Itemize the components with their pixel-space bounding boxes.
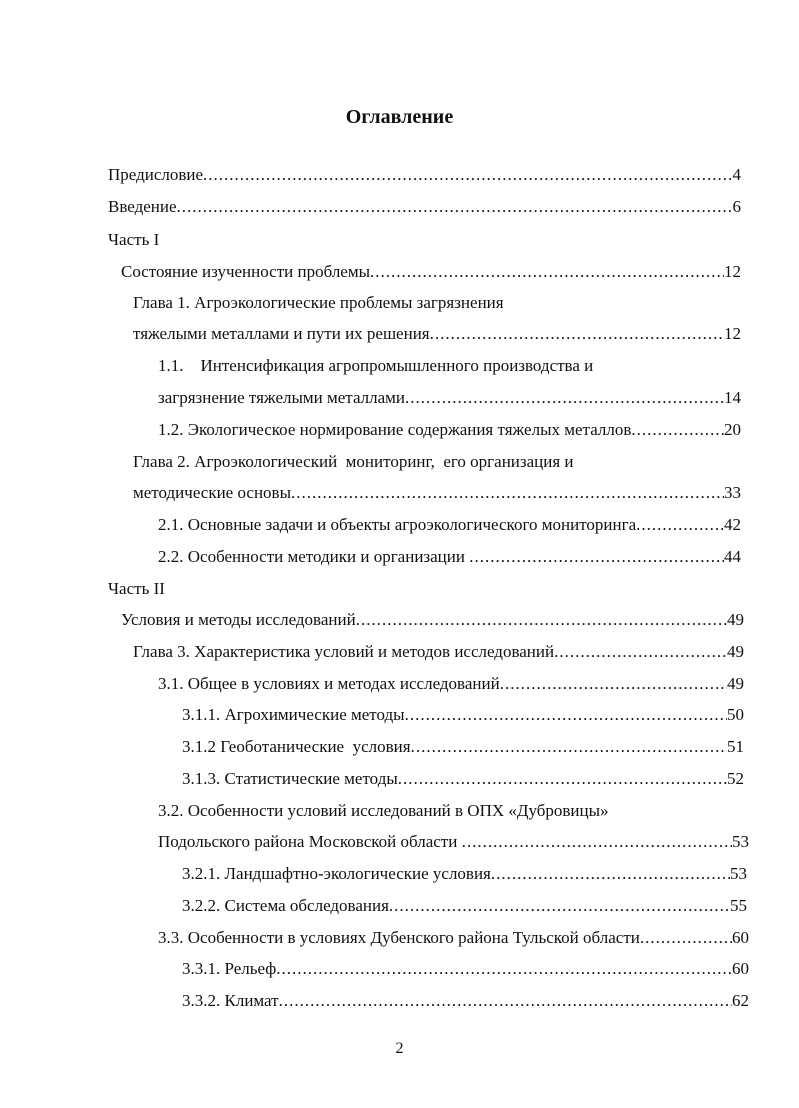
toc-entry	[133, 322, 741, 346]
toc-page-number: 4	[732, 165, 741, 184]
toc-entry-title: 1.2. Экологическое нормирование содержания тяжелых металлов	[158, 420, 632, 439]
toc-entry	[121, 260, 741, 284]
toc-entry	[182, 894, 747, 918]
toc-leader	[640, 926, 732, 950]
toc-entry-title: Введение	[108, 197, 177, 216]
toc-leader	[469, 545, 724, 569]
toc-page-number: 12	[724, 262, 741, 281]
toc-entry	[158, 418, 741, 442]
toc-entry	[158, 672, 744, 696]
toc-entry	[158, 799, 609, 823]
toc-leader	[631, 418, 724, 442]
toc-entry-title: 3.2. Особенности условий исследований в ОПХ «Дубровицы»	[158, 801, 609, 820]
toc-page-number: 51	[727, 737, 744, 756]
toc-entry	[158, 513, 741, 537]
toc-entry	[158, 545, 741, 569]
toc-page-number: 60	[732, 928, 749, 947]
toc-leader	[500, 672, 727, 696]
toc-page-number: 53	[732, 832, 749, 851]
toc-entry-title: 3.3. Особенности в условиях Дубенского района Тульской области	[158, 928, 640, 947]
page-number: 2	[395, 1040, 404, 1057]
toc-entry-title: 2.1. Основные задачи и объекты агроэкологического мониторинга	[158, 515, 637, 534]
toc-page-number: 12	[724, 324, 741, 343]
toc-page-number: 44	[724, 547, 741, 566]
toc-page-number: 14	[724, 388, 741, 407]
toc-entry-title: Глава 2. Агроэкологический мониторинг, его организация и	[133, 452, 574, 471]
toc-entry	[158, 386, 741, 410]
toc-entry	[182, 767, 744, 791]
toc-entry-title: 3.2.2. Система обследования	[182, 896, 389, 915]
toc-entry-title: Условия и методы исследований	[121, 610, 356, 629]
toc-leader	[636, 513, 724, 537]
toc-entry	[182, 957, 749, 981]
toc-entry	[182, 735, 744, 759]
toc-entry	[133, 481, 741, 505]
toc-entry	[158, 354, 593, 378]
toc-page-number: 60	[732, 959, 749, 978]
toc-entry-title: методические основы	[133, 483, 291, 502]
toc-page-number: 49	[727, 642, 744, 661]
toc-page-number: 42	[724, 515, 741, 534]
toc-leader	[389, 894, 730, 918]
toc-page-number: 20	[724, 420, 741, 439]
toc-leader	[411, 735, 727, 759]
toc-leader	[356, 608, 727, 632]
toc-page-number: 49	[727, 610, 744, 629]
toc-leader	[405, 386, 724, 410]
toc-entry-title: 3.1. Общее в условиях и методах исследований	[158, 674, 500, 693]
toc-leader	[491, 862, 730, 886]
toc-entry-title: Часть II	[108, 579, 165, 598]
toc-leader	[276, 957, 732, 981]
toc-leader	[430, 322, 724, 346]
toc-entry-title: тяжелыми металлами и пути их решения	[133, 324, 430, 343]
toc-page-number: 33	[724, 483, 741, 502]
toc-leader	[398, 767, 727, 791]
toc-entry-title: Глава 1. Агроэкологические проблемы загрязнения	[133, 293, 504, 312]
toc-entry	[108, 163, 741, 187]
toc-entry	[108, 195, 741, 219]
toc-entry-title: 3.3.1. Рельеф	[182, 959, 277, 978]
toc-entry	[158, 830, 749, 854]
toc-entry	[182, 862, 747, 886]
toc-page-number: 53	[730, 864, 747, 883]
toc-page-number: 49	[727, 674, 744, 693]
toc-page-number: 6	[732, 197, 741, 216]
toc-entry-title: Подольского района Московской области	[158, 832, 462, 851]
toc-entry-title: Глава 3. Характеристика условий и методов исследований	[133, 642, 555, 661]
toc-leader	[177, 195, 733, 219]
toc-page-number: 62	[732, 991, 749, 1010]
toc-leader	[405, 703, 727, 727]
toc-page-number: 50	[727, 705, 744, 724]
toc-entry-title: Состояние изученности проблемы	[121, 262, 371, 281]
page-title: Оглавление	[345, 106, 454, 128]
toc-entry-title: Предисловие	[108, 165, 204, 184]
toc-leader	[279, 989, 732, 1013]
toc-entry-title: Часть I	[108, 230, 160, 249]
toc-leader	[203, 163, 732, 187]
toc-entry	[133, 291, 504, 315]
toc-entry-title: 3.3.2. Климат	[182, 991, 279, 1010]
toc-leader	[370, 260, 724, 284]
toc-entry	[133, 450, 574, 474]
toc-entry	[121, 608, 744, 632]
toc-page-number: 55	[730, 896, 747, 915]
toc-part-heading	[108, 228, 159, 252]
toc-leader	[462, 830, 732, 854]
toc-entry-title: 2.2. Особенности методики и организации	[158, 547, 470, 566]
toc-entry-title: 3.1.3. Статистические методы	[182, 769, 398, 788]
toc-entry	[182, 989, 749, 1013]
toc-entry-title: загрязнение тяжелыми металлами	[158, 388, 406, 407]
toc-part-heading	[108, 577, 165, 601]
toc-entry	[182, 703, 744, 727]
toc-entry-title: 3.1.1. Агрохимические методы	[182, 705, 405, 724]
toc-page-number: 52	[727, 769, 744, 788]
toc-entry-title: 3.1.2 Геоботанические условия	[182, 737, 411, 756]
toc-leader	[554, 640, 727, 664]
toc-entry	[133, 640, 744, 664]
toc-leader	[291, 481, 724, 505]
toc-entry-title: 1.1. Интенсификация агропромышленного производства и	[158, 356, 594, 375]
toc-entry	[158, 926, 749, 950]
toc-entry-title: 3.2.1. Ландшафтно-экологические условия	[182, 864, 491, 883]
